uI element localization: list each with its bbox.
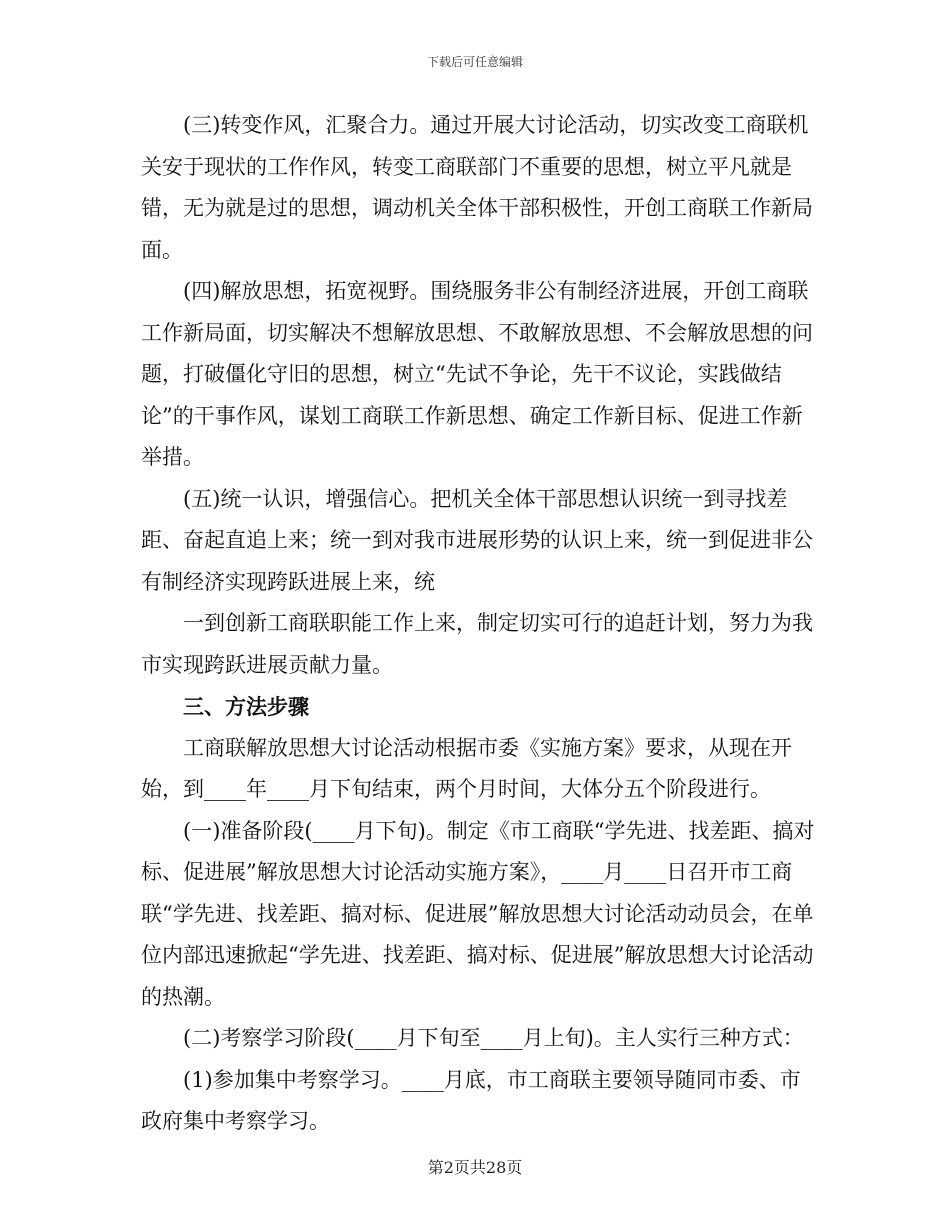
- paragraph-unify-understanding: (五)统一认识，增强信心。把机关全体干部思想认识统一到寻找差距、奋起直追上来；统一到对我市进展形势的认识上来，统一到促进非公有制经济实现跨跃进展上来，统: [141, 486, 813, 594]
- document-body: [141, 105, 821, 1143]
- paragraph-transform-style: (三)转变作风，汇聚合力。通过开展大讨论活动，切实改变工商联机关安于现状的工作作风，转变工商联部门不重要的思想，树立平凡就是错，无为就是过的思想，调动机关全体干部积极性，开创工商联工作新局面。: [141, 113, 813, 262]
- page-number: 第2页共28页: [427, 1158, 523, 1177]
- section-heading-method-steps: 三、方法步骤: [183, 694, 309, 719]
- paragraph-method-overview: 工商联解放思想大讨论活动根据市委《实施方案》要求，从现在开始，到____年____月下旬结束，两个月时间，大体分五个阶段进行。: [141, 735, 792, 801]
- paragraph-unify-continued: 一到创新工商联职能工作上来，制定切实可行的追赶计划，努力为我市实现跨跃进展贡献力量。: [141, 611, 813, 677]
- header-note: 下载后可任意编辑: [426, 55, 523, 69]
- paragraph-study-stage: (二)考察学习阶段(____月下旬至____月上旬)。主人实行三种方式：: [183, 1026, 804, 1050]
- paragraph-emancipate-mind: (四)解放思想，拓宽视野。围绕服务非公有制经济进展，开创工商联工作新局面，切实解决不想解放思想、不敢解放思想、不会解放思想的问题，打破僵化守旧的思想，树立“先试不争论，先干不议论，实践做结论”的干事作风，谋划工商联工作新思想、确定工作新目标、促进工作新举措。: [141, 279, 813, 469]
- paragraph-centralized-study: (1)参加集中考察学习。____月底，市工商联主要领导随同市委、市政府集中考察学习。: [141, 1067, 801, 1133]
- paragraph-preparation-stage: (一)准备阶段(____月下旬)。制定《市工商联“学先进、找差距、搞对标、促进展”解放思想大讨论活动实施方案》，____月____日召开市工商联“学先进、找差距、搞对标、促进展”解放思想大讨论活动动员会，在单位内部迅速掀起“学先进、找差距、搞对标、促进展”解放思想大讨论活动的热潮。: [141, 818, 815, 1009]
